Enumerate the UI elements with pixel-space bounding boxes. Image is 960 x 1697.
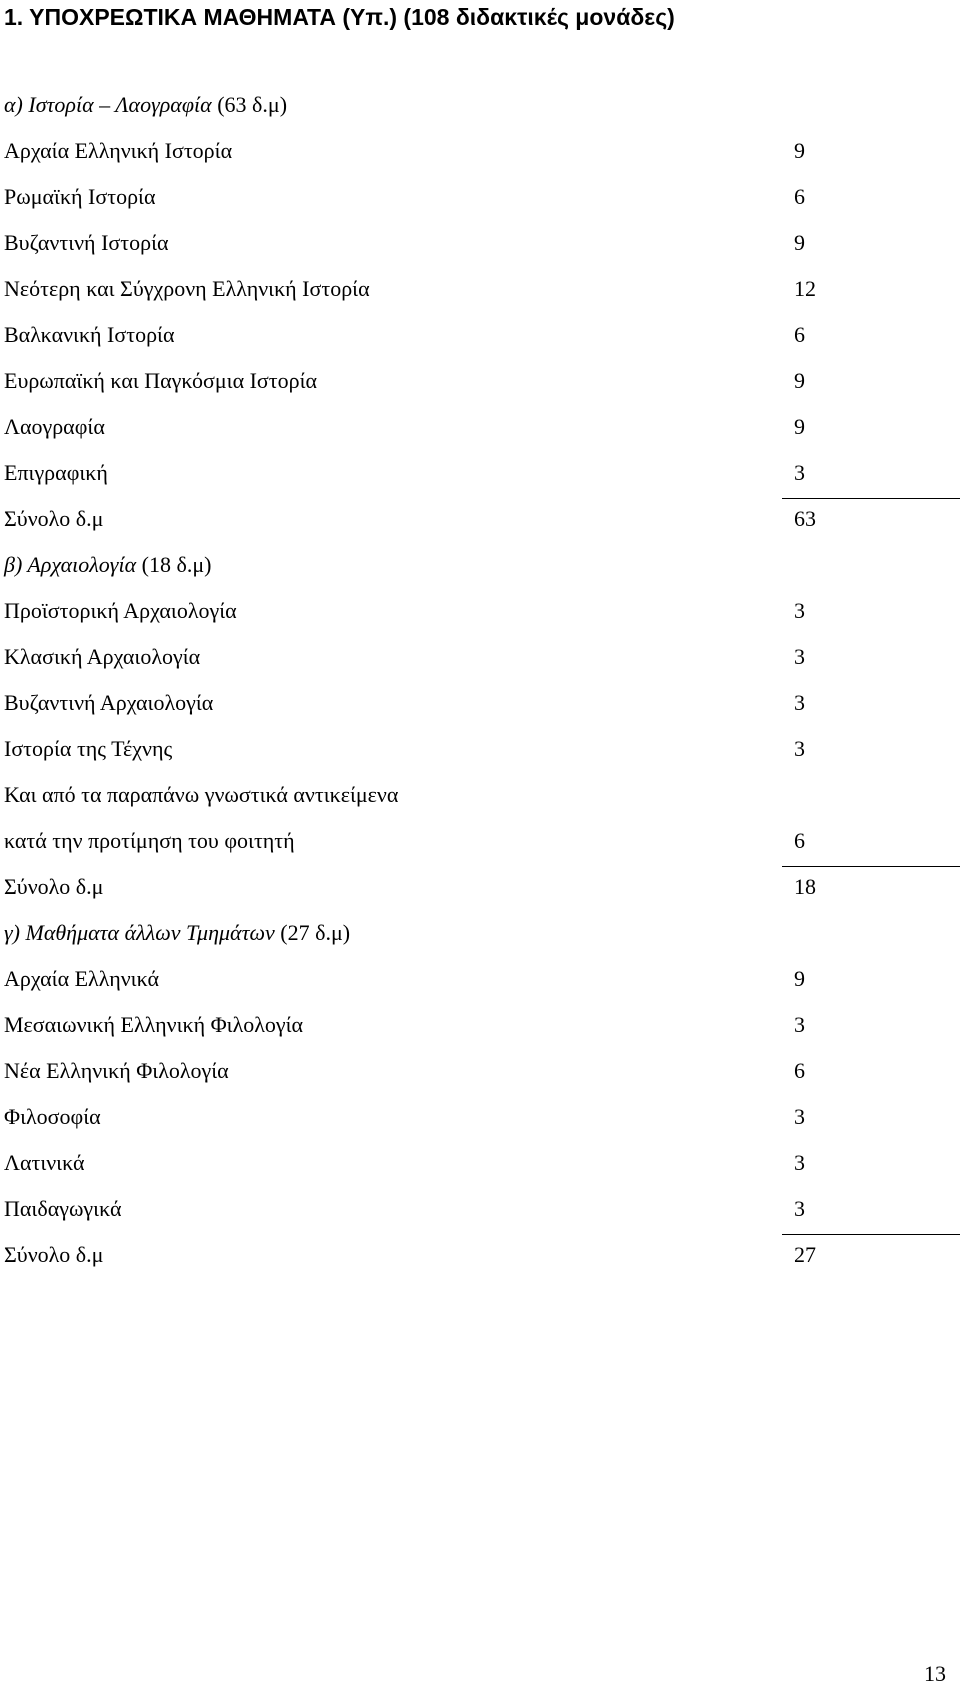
course-row xyxy=(4,182,960,228)
course-name: Νέα Ελληνική Φιλολογία xyxy=(4,1058,229,1083)
course-name: Λαογραφία xyxy=(4,414,105,439)
course-row xyxy=(4,136,960,182)
course-credits: 3 xyxy=(794,598,805,623)
course-name: Φιλοσοφία xyxy=(4,1104,101,1129)
section-title-italic: α) Ιστορία – Λαογραφία xyxy=(4,92,212,117)
course-name: Ρωμαϊκή Ιστορία xyxy=(4,184,156,209)
course-row xyxy=(4,964,960,1010)
course-row xyxy=(4,642,960,688)
course-credits: 9 xyxy=(794,138,805,163)
course-row xyxy=(4,366,960,412)
course-credits: 9 xyxy=(794,414,805,439)
course-credits: 9 xyxy=(794,368,805,393)
course-credits: 3 xyxy=(794,460,805,485)
total-value: 18 xyxy=(794,874,816,899)
course-credits: 9 xyxy=(794,966,805,991)
course-row xyxy=(4,1056,960,1102)
course-row xyxy=(4,320,960,366)
course-credits: 3 xyxy=(794,690,805,715)
course-name: Βυζαντινή Αρχαιολογία xyxy=(4,690,214,715)
course-name: Αρχαία Ελληνική Ιστορία xyxy=(4,138,233,163)
course-name: Παιδαγωγικά xyxy=(4,1196,122,1221)
total-value: 63 xyxy=(794,506,816,531)
course-name: Προϊστορική Αρχαιολογία xyxy=(4,598,237,623)
total-label: Σύνολο δ.μ xyxy=(4,874,104,899)
course-row xyxy=(4,780,960,826)
total-label: Σύνολο δ.μ xyxy=(4,506,104,531)
course-list xyxy=(4,90,960,1286)
course-name: κατά την προτίμηση του φοιτητή xyxy=(4,828,295,853)
course-row xyxy=(4,1148,960,1194)
section-title-credits: (18 δ.μ) xyxy=(136,552,212,577)
section-title-archaeology xyxy=(4,550,960,596)
section-title-other-departments xyxy=(4,918,960,964)
course-credits: 3 xyxy=(794,644,805,669)
course-credits: 3 xyxy=(794,736,805,761)
course-row xyxy=(4,1102,960,1148)
section-title-credits: (63 δ.μ) xyxy=(211,92,288,117)
course-row xyxy=(4,228,960,274)
course-credits: 9 xyxy=(794,230,805,255)
course-name: Ευρωπαϊκή και Παγκόσμια Ιστορία xyxy=(4,368,318,393)
section-title-italic: β) Αρχαιολογία xyxy=(4,552,137,577)
page-title: 1. ΥΠΟΧΡΕΩΤΙΚΑ ΜΑΘΗΜΑΤΑ (Υπ.) (108 διδακτικές μονάδες) xyxy=(4,4,675,30)
course-credits: 6 xyxy=(794,184,805,209)
course-name: Μεσαιωνική Ελληνική Φιλολογία xyxy=(4,1012,304,1037)
course-credits: 3 xyxy=(794,1150,805,1175)
course-name: Κλασική Αρχαιολογία xyxy=(4,644,201,669)
section-total-row xyxy=(4,872,960,918)
section-total-row xyxy=(4,504,960,550)
course-name: Λατινικά xyxy=(4,1150,85,1175)
course-name: Και από τα παραπάνω γνωστικά αντικείμενα xyxy=(4,782,399,807)
course-credits: 3 xyxy=(794,1104,805,1129)
course-name: Αρχαία Ελληνικά xyxy=(4,966,159,991)
total-value: 27 xyxy=(794,1242,816,1267)
section-title-credits: (27 δ.μ) xyxy=(274,920,351,945)
course-credits: 3 xyxy=(794,1196,805,1221)
course-name: Βυζαντινή Ιστορία xyxy=(4,230,169,255)
course-row xyxy=(4,412,960,458)
course-credits: 6 xyxy=(794,322,805,347)
course-name: Ιστορία της Τέχνης xyxy=(4,736,173,761)
course-row xyxy=(4,596,960,642)
course-name: Επιγραφική xyxy=(4,460,108,485)
section-title-italic: γ) Μαθήματα άλλων Τμημάτων xyxy=(4,920,275,945)
section-total-row xyxy=(4,1240,960,1286)
course-row xyxy=(4,274,960,320)
course-name: Νεότερη και Σύγχρονη Ελληνική Ιστορία xyxy=(4,276,370,301)
course-credits: 12 xyxy=(794,276,816,301)
course-credits: 3 xyxy=(794,1012,805,1037)
course-name: Βαλκανική Ιστορία xyxy=(4,322,175,347)
course-row xyxy=(4,1010,960,1056)
course-row xyxy=(4,688,960,734)
total-label: Σύνολο δ.μ xyxy=(4,1242,104,1267)
course-credits: 6 xyxy=(794,828,805,853)
course-credits: 6 xyxy=(794,1058,805,1083)
section-title-history-folklore xyxy=(4,90,960,136)
page-number: 13 xyxy=(924,1661,946,1686)
course-row xyxy=(4,734,960,780)
